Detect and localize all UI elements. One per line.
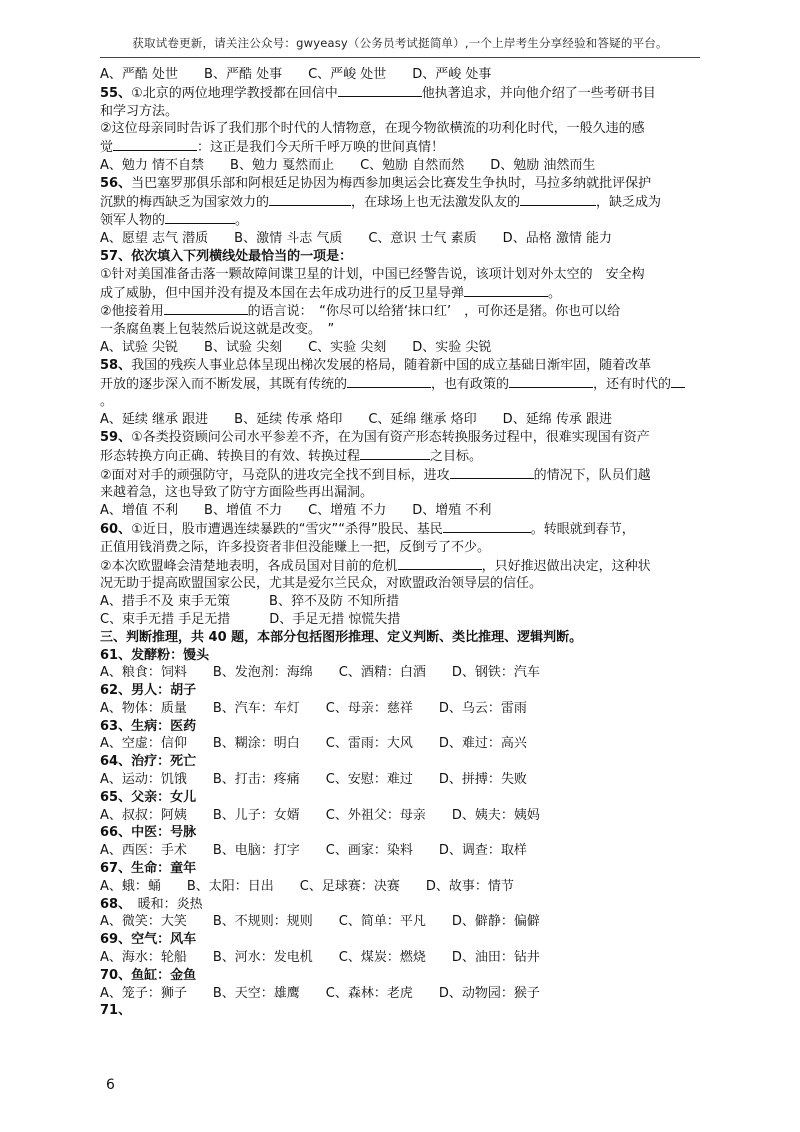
- page-header: 获取试卷更新，请关注公众号：gwyeasy（公务员考试挺简单）,一个上岸考生分享经验和答疑的平台。: [132, 36, 668, 50]
- q57-text: ②他接着用: [100, 304, 164, 320]
- q54-options: A、严酷 处世 B、严酷 处事 C、严峻 处世 D、严峻 处事: [100, 67, 492, 82]
- q67-options: A、蛾：蛹 B、太阳：日出 C、足球赛：决赛 D、故事：情节: [100, 878, 514, 894]
- q60-line: 正值用钱消费之际，许多投资者非但没能赚上一把，反倒亏了不少。: [100, 539, 491, 555]
- header-divider: [100, 57, 700, 58]
- q64-stem: 64、治疗：死亡: [100, 754, 197, 770]
- q61-stem: 61、发酵粉：馒头: [100, 647, 210, 663]
- fill-blank: [520, 193, 596, 206]
- q56-line: [100, 193, 702, 212]
- q60-line: [100, 557, 702, 576]
- q56-text: 。: [235, 213, 249, 229]
- q69-options: A、海水：轮船 B、河水：发电机 C、煤炭：燃烧 D、油田：钻井: [100, 950, 540, 966]
- q57-text: 。: [548, 285, 562, 301]
- q59-text: 的情况下，队员们越: [533, 467, 651, 483]
- q58-line: [100, 357, 702, 375]
- q59-text: 形态转换方向正确、转换目的有效、转换过程: [100, 448, 361, 464]
- q64-options: A、运动：饥饿 B、打击：疼痛 C、安慰：难过 D、拼搏：失败: [100, 772, 527, 788]
- q56-options: A、愿望 志气 潜质 B、激情 斗志 气质 C、意识 士气 素质 D、品格 激情 能力: [100, 231, 612, 247]
- q59-text: ①各类投资顾问公司水平参差不齐，在为国有资产形态转换服务过程中，很难实现国有资产: [131, 429, 650, 445]
- q68-text: 暖和：炎热: [124, 896, 203, 912]
- q56-line: [100, 175, 702, 193]
- fill-blank: [671, 375, 685, 388]
- q55-text: 觉: [100, 140, 114, 156]
- q67-stem: 67、生命：童年: [100, 861, 197, 877]
- q59-number: 59、: [100, 429, 132, 445]
- q55-number: 55、: [100, 85, 132, 101]
- q57-line: 一条腐鱼裹上包装然后说这就是改变。 ”: [100, 322, 335, 338]
- q60-options: A、措手不及 束手无策 B、猝不及防 不知所措: [100, 594, 400, 610]
- q56-line: [100, 211, 702, 230]
- q59-line: [100, 466, 702, 485]
- q60-text: ①近日，股市遭遇连续暴跌的“雪灾”“杀得”股民、基民: [131, 521, 443, 537]
- fill-blank: [338, 84, 422, 97]
- document-body: [100, 66, 702, 1020]
- q58-text: ，还有时代的: [593, 376, 672, 392]
- q68-number: 68、: [100, 896, 125, 912]
- q58-number: 58、: [100, 357, 132, 373]
- q63-stem: 63、生病：医药: [100, 718, 197, 734]
- q57-options: A、试验 尖锐 B、试验 尖刻 C、实验 尖刻 D、实验 尖锐: [100, 339, 492, 355]
- q59-line: 来越着急，这也导致了防守方面险些再出漏洞。: [100, 485, 374, 501]
- q70-stem: 70、鱼缸：金鱼: [100, 967, 197, 983]
- section-heading: 三、判断推理，共 40 题，本部分包括图形推理、定义判断、类比推理、逻辑判断。: [100, 629, 583, 645]
- q56-text: 沉默的梅西缺乏为国家效力的: [100, 194, 270, 210]
- q59-options: A、增值 不利 B、增值 不力 C、增殖 不力 D、增殖 不利: [100, 503, 492, 519]
- q58-text: ，也有政策的: [431, 376, 510, 392]
- q60-text: 。转眼就到春节，: [530, 521, 635, 537]
- q56-number: 56、: [100, 175, 132, 191]
- q62-options: A、物体：质量 B、汽车：车灯 C、母亲：慈祥 D、乌云：雷雨: [100, 700, 527, 716]
- q69-stem: 69、空气：风车: [100, 932, 197, 948]
- q63-options: A、空虚：信仰 B、糊涂：明白 C、雷雨：大风 D、难过：高兴: [100, 736, 527, 752]
- q55-line: [100, 138, 702, 157]
- q60-line: [100, 520, 702, 539]
- q55-line: [100, 84, 702, 103]
- q55-options: A、勉力 情不自禁 B、勉力 戛然而止 C、勉励 自然而然 D、勉励 油然而生: [100, 157, 596, 173]
- q57-text: 的语言说： “你尽可以给猪‘抹口红’ ，可你还是猪。你也可以给: [247, 304, 621, 320]
- q55-line: ②这位母亲同时告诉了我们那个时代的人情物意，在现今物欲横流的功利化时代，一般久违的感: [100, 121, 645, 137]
- q55-text: ：这正是我们今天所千呼万唤的世间真情！: [197, 140, 445, 156]
- q59-line: [100, 447, 702, 466]
- q61-options: A、粮食：饲料 B、发泡剂：海绵 C、酒精：白酒 D、钢铁：汽车: [100, 665, 540, 681]
- fill-blank: [164, 302, 248, 315]
- q57-line: ①针对美国准备击落一颗故障间谍卫星的计划，中国已经警告说，该项计划对外太空的 安全构: [100, 266, 645, 282]
- fill-blank: [165, 211, 235, 224]
- q55-text: ①北京的两位地理学教授都在回信中: [131, 85, 338, 101]
- fill-blank: [443, 520, 531, 533]
- q58-line: [100, 375, 702, 394]
- q60-text: ②本次欧盟峰会清楚地表明，各成员国对目前的危机: [100, 558, 398, 574]
- q57-line: [100, 284, 702, 303]
- q60-options: C、束手无措 手足无措 D、手足无措 惊慌失措: [100, 611, 401, 627]
- fill-blank: [464, 284, 548, 297]
- q55-text: 他执著追求，并向他介绍了一些考研书目: [421, 85, 656, 101]
- q66-options: A、西医：手术 B、电脑：打字 C、画家：染料 D、调查：取样: [100, 843, 527, 859]
- q56-text: 当巴塞罗那俱乐部和阿根廷足协因为梅西参加奥运会比赛发生争执时，马拉多纳就批评保护: [131, 175, 652, 191]
- q71-stem: 71、: [100, 1003, 132, 1019]
- q60-line: 况无助于提高欧盟国家公民，尤其是爱尔兰民众，对欧盟政治领导层的信任。: [100, 576, 543, 592]
- q57-line: [100, 248, 702, 266]
- q68-options: A、微笑：大笑 B、不规则：规则 C、简单：平凡 D、僻静：偏僻: [100, 914, 540, 930]
- q57-text: 依次填入下列横线处最恰当的一项是：: [131, 248, 353, 264]
- q70-options: A、笼子：狮子 B、天空：雄鹰 C、森林：老虎 D、动物园：猴子: [100, 985, 540, 1001]
- q55-line: 和学习方法。: [100, 103, 179, 119]
- q56-text: ，缺乏成为: [596, 194, 662, 210]
- q58-options: A、延续 继承 跟进 B、延续 传承 烙印 C、延绵 继承 烙印 D、延绵 传承 跟进: [100, 412, 612, 428]
- fill-blank: [269, 193, 351, 206]
- q57-line: [100, 302, 702, 321]
- q58-text: 开放的逐步深入而不断发展，其既有传统的: [100, 376, 348, 392]
- q62-stem: 62、男人：胡子: [100, 683, 197, 699]
- fill-blank: [113, 138, 197, 151]
- fill-blank: [450, 466, 534, 479]
- q65-stem: 65、父亲：女儿: [100, 789, 197, 805]
- fill-blank: [360, 447, 430, 460]
- q56-text: ，在球场上也无法激发队友的: [351, 194, 521, 210]
- q59-line: [100, 429, 702, 447]
- q60-text: ，只好推迟做出决定，这种状: [481, 558, 651, 574]
- q60-number: 60、: [100, 521, 132, 537]
- q58-text: 我国的残疾人事业总体呈现出梯次发展的格局，随着新中国的成立基础日渐牢固，随着改革: [131, 357, 652, 373]
- fill-blank: [398, 557, 482, 570]
- page-number: 6: [106, 1077, 115, 1093]
- q59-text: 之目标。: [430, 448, 483, 464]
- q66-stem: 66、中医：号脉: [100, 825, 197, 841]
- q58-line: 。: [100, 394, 114, 410]
- q65-options: A、叔叔：阿姨 B、儿子：女婿 C、外祖父：母亲 D、姨夫：姨妈: [100, 807, 540, 823]
- fill-blank: [509, 375, 593, 388]
- q57-number: 57、: [100, 248, 132, 264]
- q57-text: 成了威胁，但中国并没有提及本国在去年成功进行的反卫星导弹: [100, 285, 465, 301]
- q59-text: ②面对对手的顽强防守，马竞队的进攻完全找不到目标，进攻: [100, 467, 450, 483]
- fill-blank: [347, 375, 431, 388]
- q68-stem: [100, 896, 702, 914]
- q56-text: 领军人物的: [100, 213, 166, 229]
